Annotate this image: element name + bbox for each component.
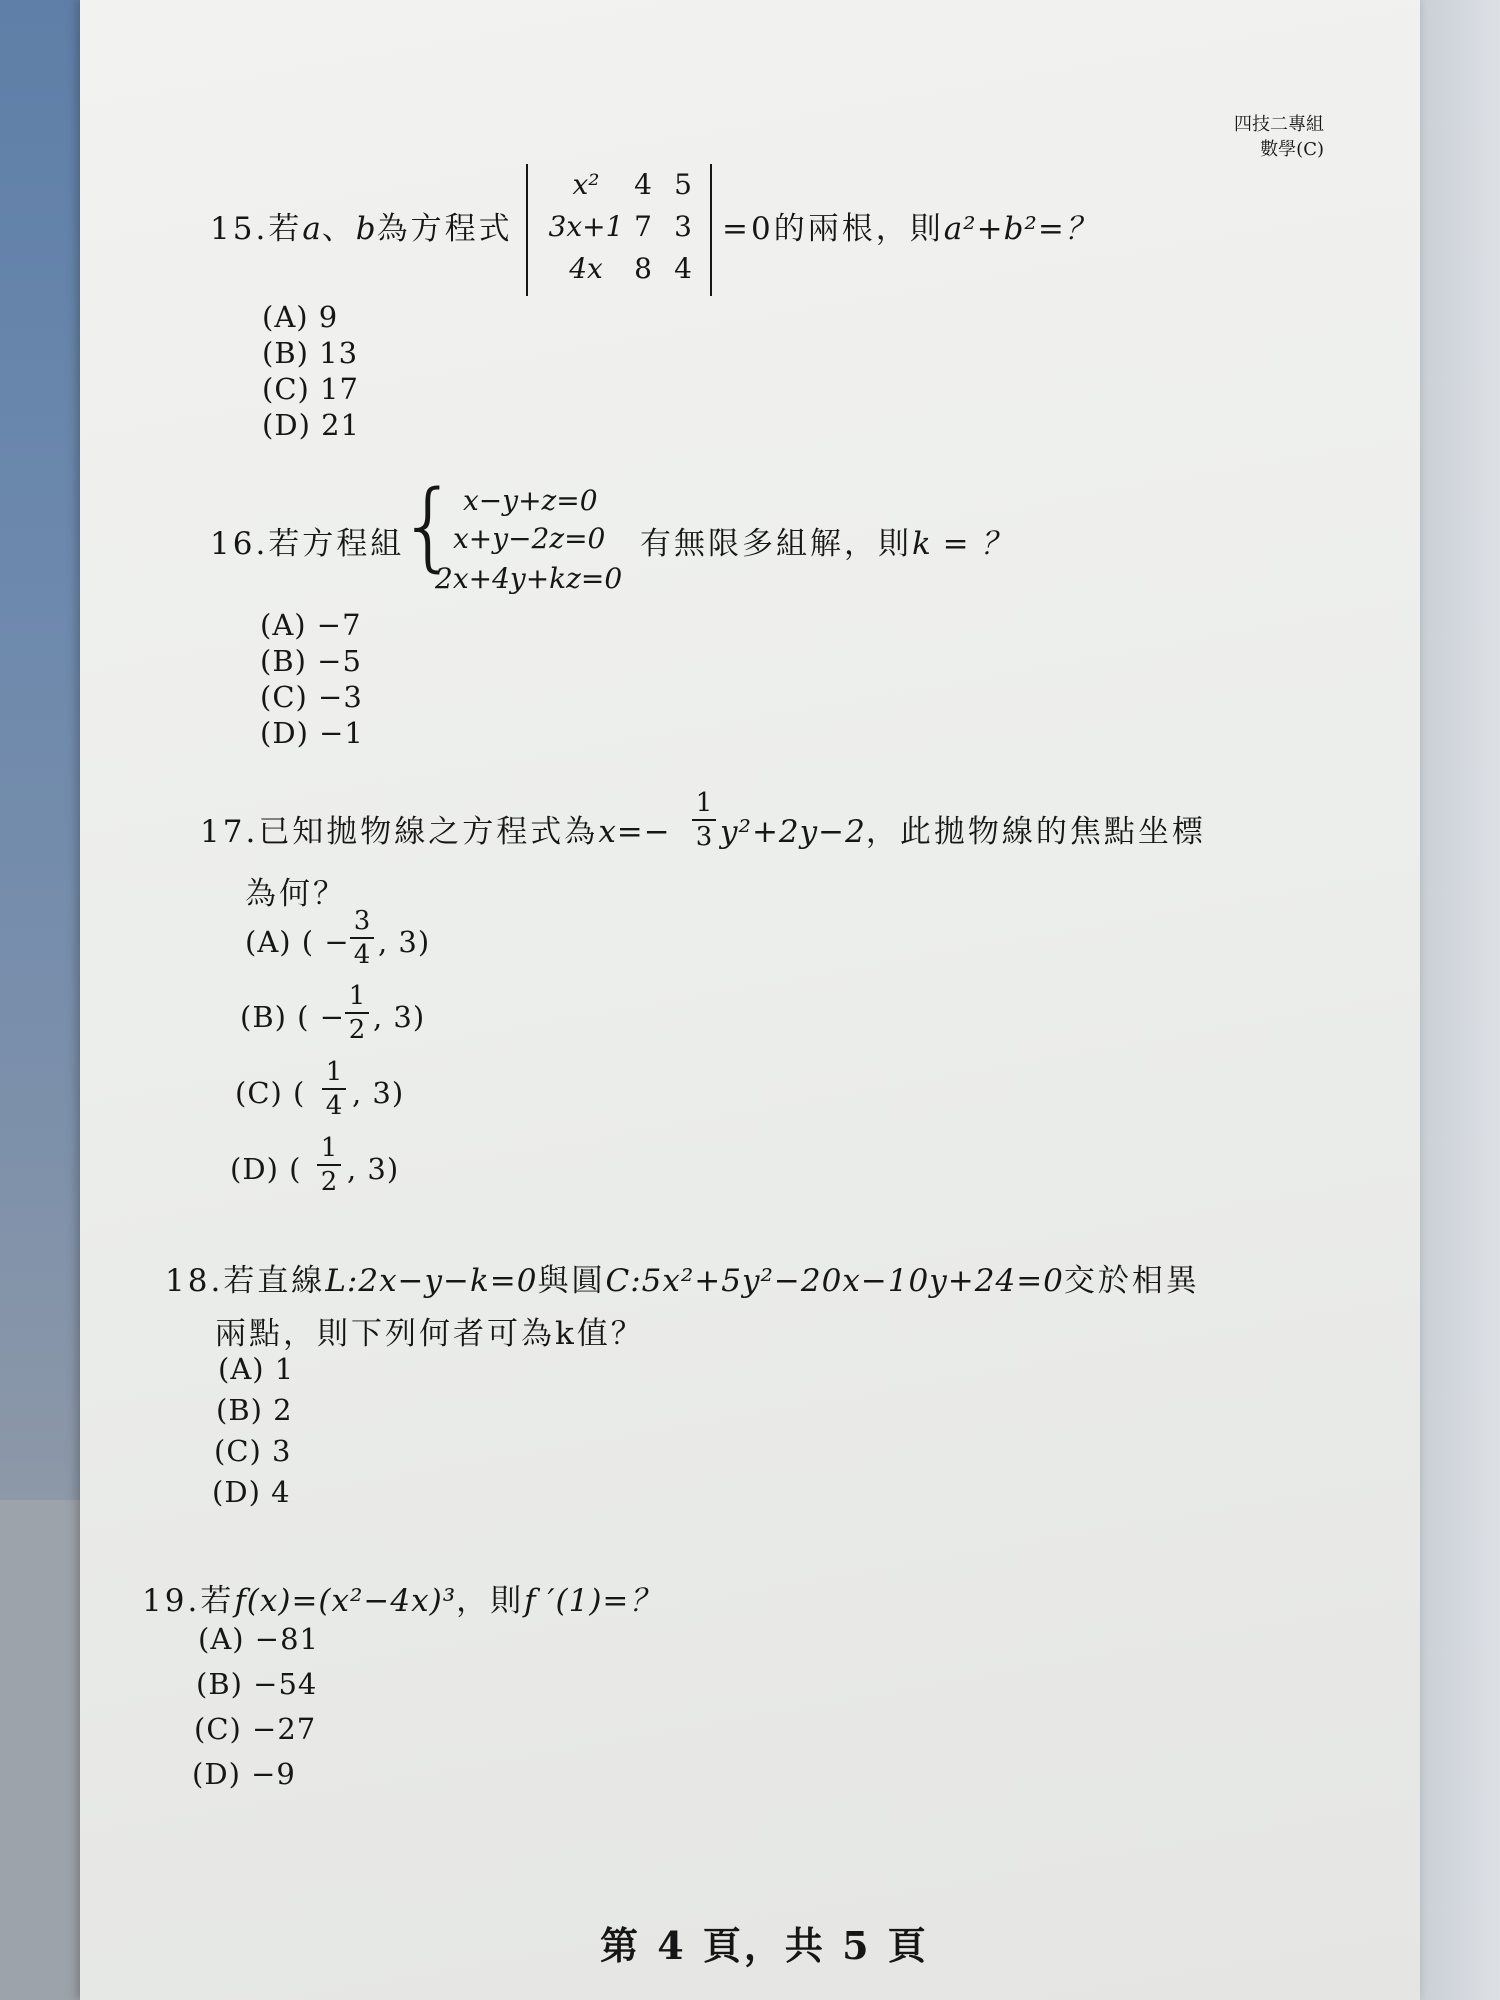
q17-tail — [720, 806, 1206, 851]
header-group: 四技二專組 — [1234, 114, 1324, 135]
q17-stem — [200, 806, 671, 851]
q15-var-b: b — [355, 211, 377, 247]
q18-option-c: (C) 3 — [214, 1434, 292, 1468]
q15-matrix-cell: 4 — [674, 252, 692, 285]
q18-option-b: (B) 2 — [216, 1393, 293, 1427]
q17-option-a: (A) ( − — [245, 925, 350, 959]
q15-determinant-left-bar — [526, 164, 528, 296]
q18-number: 18. — [165, 1263, 224, 1299]
q17-option-c-close: , 3) — [352, 1076, 405, 1110]
q16-after: 有無限多組解，則 — [640, 526, 912, 562]
q17-option-b-close: , 3) — [373, 1000, 426, 1034]
q19-option-a: (A) −81 — [198, 1622, 319, 1656]
q17-number: 17. — [200, 814, 259, 850]
q17-option-c-fraction: 1 4 — [322, 1059, 346, 1119]
q17-fraction — [692, 790, 716, 850]
q18-text-2: 與圓 — [537, 1263, 606, 1299]
q17-prefix: 已知拋物線之方程式為 — [258, 814, 599, 850]
q16-equation-1: x−y+z=0 — [463, 484, 598, 517]
q15-determinant-right-bar — [710, 164, 712, 296]
q17-option-d: (D) ( — [230, 1152, 302, 1186]
q15-after: =0的兩根，則 — [722, 211, 944, 247]
q18-line-equation: L:2x−y−k=0 — [325, 1263, 538, 1299]
q19-option-d: (D) −9 — [192, 1757, 296, 1791]
q17-after: ，此拋物線的焦點坐標 — [865, 814, 1206, 850]
q15-matrix-cell: 5 — [674, 168, 692, 201]
q16-tail — [640, 518, 1012, 563]
q15-matrix-cell: 3x+1 — [548, 210, 624, 243]
q18-option-a: (A) 1 — [218, 1352, 295, 1386]
background-right-edge — [1420, 0, 1500, 2000]
q16-option-d: (D) −1 — [260, 716, 364, 750]
q16-equation-2: x+y−2z=0 — [453, 522, 606, 555]
q15-matrix-cell: 3 — [674, 210, 692, 243]
page-footer: 第 4 頁，共 5 頁 — [600, 1923, 929, 1968]
q15-var-a: a — [302, 211, 322, 247]
q15-stem — [210, 203, 513, 248]
q15-text-mid: 為方程式 — [376, 211, 513, 247]
q16-option-b: (B) −5 — [260, 644, 362, 678]
q17-option-c: (C) ( — [235, 1076, 306, 1110]
q16-equation-3: 2x+4y+kz=0 — [435, 562, 623, 595]
q15-option-c: (C) 17 — [262, 372, 359, 406]
q19-function: f(x)=(x²−4x)³ — [234, 1583, 457, 1619]
q15-prefix: 若 — [268, 211, 303, 247]
q16-option-a: (A) −7 — [260, 608, 362, 642]
q19-number: 19. — [142, 1583, 201, 1619]
exam-page — [80, 0, 1420, 2000]
q16-system-brace: { — [398, 470, 460, 582]
q18-text-3: 交於相異 — [1063, 1263, 1200, 1299]
q17-option-b: (B) ( − — [240, 1000, 346, 1034]
q19-option-c: (C) −27 — [194, 1712, 317, 1746]
q16-expression: k = ？ — [912, 526, 1013, 562]
q17-option-b-fraction: 1 2 — [345, 983, 369, 1043]
q15-matrix-cell: 7 — [634, 210, 652, 243]
q18-stem-line2: 兩點，則下列何者可為k值？ — [215, 1316, 645, 1352]
q15-option-b: (B) 13 — [262, 336, 359, 370]
q15-option-d: (D) 21 — [262, 408, 360, 442]
q18-stem — [165, 1255, 1200, 1300]
q18-text-1: 若直線 — [223, 1263, 326, 1299]
q15-matrix-cell: 4 — [634, 168, 652, 201]
q17-eq-left: x=− — [598, 814, 671, 850]
q17-fraction-num: 1 — [695, 788, 713, 818]
q15-matrix-cell: 4x — [569, 252, 603, 285]
q19-option-b: (B) −54 — [196, 1667, 318, 1701]
q15-tail — [722, 203, 1097, 248]
q19-after: ，則 — [456, 1583, 525, 1619]
q19-expression: f ′(1)=？ — [524, 1583, 662, 1619]
q17-option-a-fraction: 3 4 — [350, 908, 374, 968]
q16-stem — [210, 518, 404, 563]
q17-option-d-close: , 3) — [347, 1152, 400, 1186]
q15-matrix-cell: 8 — [634, 252, 652, 285]
q17-eq-right: y²+2y−2 — [720, 814, 866, 850]
q19-prefix: 若 — [200, 1583, 235, 1619]
q15-number: 15. — [210, 211, 269, 247]
q16-prefix: 若方程組 — [268, 526, 405, 562]
q19-stem — [142, 1575, 661, 1620]
q17-option-d-fraction: 1 2 — [317, 1135, 341, 1195]
q15-separator: 、 — [321, 211, 356, 247]
q16-option-c: (C) −3 — [260, 680, 363, 714]
q17-stem-line2: 為何？ — [245, 876, 347, 912]
q16-number: 16. — [210, 526, 269, 562]
q18-option-d: (D) 4 — [212, 1475, 291, 1509]
q15-matrix-cell: x² — [572, 168, 600, 201]
q17-fraction-den: 3 — [695, 822, 713, 852]
header-subject: 數學(C) — [1260, 139, 1324, 160]
q15-expression: a²+b²=？ — [943, 211, 1097, 247]
q15-option-a: (A) 9 — [262, 300, 339, 334]
q17-option-a-close: , 3) — [378, 925, 431, 959]
q18-circle-equation: C:5x²+5y²−20x−10y+24=0 — [605, 1263, 1064, 1299]
